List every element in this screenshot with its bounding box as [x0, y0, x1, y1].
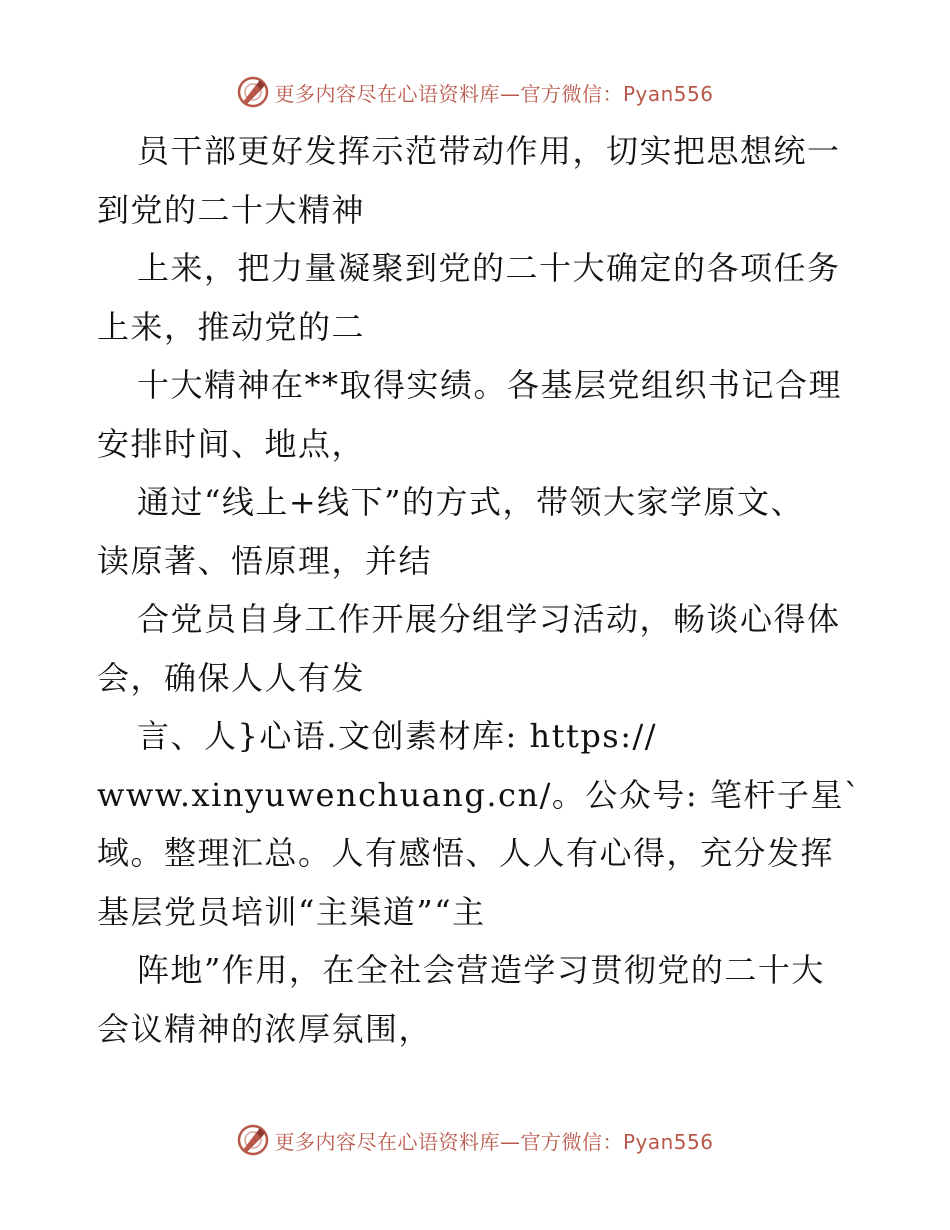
text-line: 基层党员培训“主渠道”“主 [97, 892, 486, 931]
document-body [97, 122, 862, 1058]
text-line: 员干部更好发挥示范带动作用，切实把思想统一 [137, 132, 841, 170]
text-line: www.xinyuwenchuang.cn/。公众号: 笔杆子星` [97, 775, 862, 814]
pen-nib-logo-icon [236, 75, 270, 109]
text-line: 到党的二十大精神 [97, 190, 366, 229]
text-line: 十大精神在**取得实绩。各基层党组织书记合理 [137, 366, 843, 404]
text-line: 通过“线上+线下”的方式，带领大家学原文、 [137, 483, 805, 521]
text-line: 会，确保人人有发 [97, 658, 366, 697]
text-line: 安排时间、地点， [97, 424, 366, 463]
text-line: 言、人}心语.文创素材库: https:// [137, 717, 658, 755]
header-banner-text: 更多内容尽在心语资料库—官方微信：Pyan556 [274, 81, 714, 106]
pen-nib-logo-icon [236, 1123, 270, 1157]
text-line: 读原著、悟原理，并结 [97, 541, 433, 580]
text-line: 上来，推动党的二 [97, 307, 366, 346]
header-banner [0, 72, 950, 112]
text-line: 合党员自身工作开展分组学习活动，畅谈心得体 [137, 600, 841, 638]
footer-banner-text: 更多内容尽在心语资料库—官方微信：Pyan556 [274, 1129, 714, 1154]
text-line: 阵地”作用，在全社会营造学习贯彻党的二十大 [137, 951, 825, 989]
footer-banner [0, 1120, 950, 1160]
text-line: 会议精神的浓厚氛围， [97, 1009, 433, 1048]
text-line: 上来，把力量凝聚到党的二十大确定的各项任务 [137, 249, 841, 287]
text-line: 域。整理汇总。人有感悟、人人有心得，充分发挥 [97, 834, 835, 872]
